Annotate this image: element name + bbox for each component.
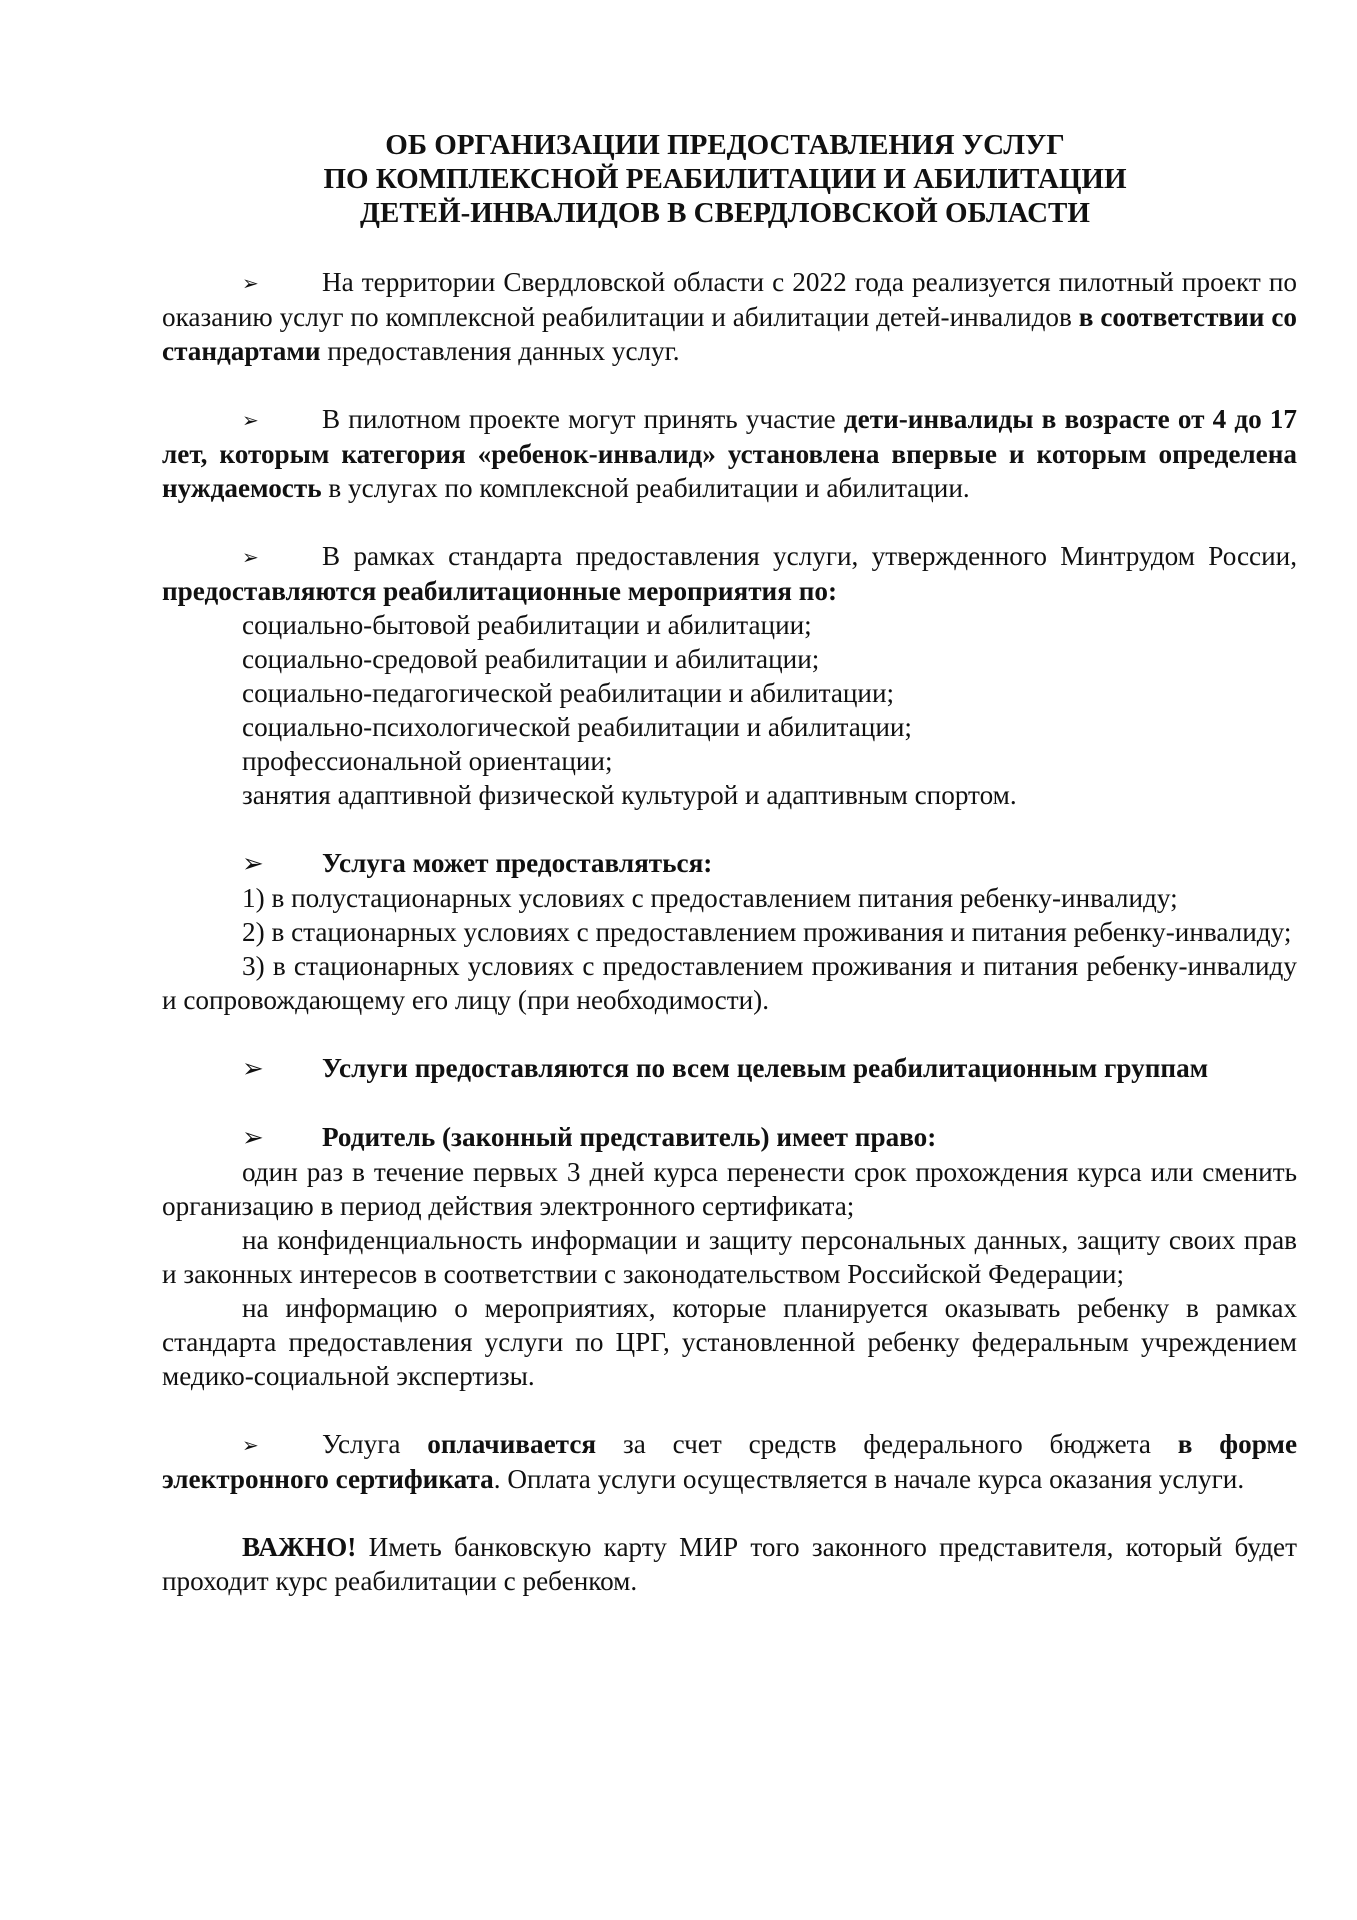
bold-text: оплачивается [427,1429,597,1459]
arrow-bullet-icon: ➢ [242,849,264,879]
paragraph-standard [162,539,1297,608]
section-heading: Услуги предоставляются по всем целевым реабилитационным группам [322,1053,1209,1083]
bold-text: дети-инвалиды в возрасте от 4 до 17 лет, которым категория «ребенок-инвалид» установлена впервые и которым определена нуждаемость [162,404,1297,503]
paragraph-parent-rights [162,1120,1297,1155]
list-item: профессиональной ориентации; [242,746,613,776]
paragraph-target-groups [162,1051,1297,1086]
document-body [162,265,1297,1598]
list-item: социально-психологической реабилитации и абилитации; [242,712,912,742]
text: В пилотном проекте могут принять участие [322,404,844,434]
paragraph-important [162,1530,1297,1598]
list-item: социально-бытовой реабилитации и абилитации; [242,610,812,640]
list-item: социально-педагогической реабилитации и абилитации; [242,678,895,708]
list-item: на информацию о мероприятиях, которые планируется оказывать ребенку в рамках стандарта предоставления услуги по ЦРГ, установленной ребенку федеральным учреждением медико-социальной экспертизы. [162,1293,1297,1391]
paragraph-pilot-project [162,265,1297,368]
text: за счет средств федерального бюджета [596,1429,1178,1459]
text: . Оплата услуги осуществляется в начале курса оказания услуги. [493,1464,1245,1494]
bold-text: предоставляются реабилитационные мероприятия по: [162,576,838,606]
text: На территории Свердловской области с 2022 года реализуется пилотный проект по оказанию услуг по комплексной реабилитации и абилитации детей-инвалидов [162,267,1297,332]
section-heading: Услуга может предоставляться: [322,848,713,878]
bold-text: в соответствии со стандартами [162,302,1297,366]
text: предоставления данных услуг. [320,336,680,366]
arrow-bullet-icon: ➢ [242,545,259,569]
important-label: ВАЖНО! [242,1532,357,1562]
arrow-bullet-icon: ➢ [242,408,259,432]
paragraph-payment [162,1427,1297,1496]
title-line-1: ОБ ОРГАНИЗАЦИИ ПРЕДОСТАВЛЕНИЯ УСЛУГ [385,129,1065,161]
arrow-bullet-icon: ➢ [242,1433,259,1457]
text: Иметь банковскую карту МИР того законного представителя, который будет проходит курс реабилитации с ребенком. [162,1532,1297,1596]
arrow-bullet-icon: ➢ [242,1123,264,1153]
bold-text: в форме электронного сертификата [162,1429,1298,1494]
document-title [150,128,1300,230]
list-item: один раз в течение первых 3 дней курса перенести срок прохождения курса или сменить организацию в период действия электронного сертификата; [162,1157,1297,1221]
text: В рамках стандарта предоставления услуги, утвержденного Минтрудом России, [322,541,1297,571]
list-item: 1) в полустационарных условиях с предоставлением питания ребенку-инвалиду; [242,883,1178,913]
arrow-bullet-icon: ➢ [242,1054,264,1084]
list-item: занятия адаптивной физической культурой и адаптивным спортом. [242,780,1017,810]
paragraph-service-conditions [162,846,1297,881]
list-item: 2) в стационарных условиях с предоставлением проживания и питания ребенку-инвалиду; [242,917,1292,947]
list-item: социально-средовой реабилитации и абилитации; [242,644,820,674]
list-item: на конфиденциальность информации и защиту персональных данных, защиту своих прав и законных интересов в соответствии с законодательством Российской Федерации; [162,1225,1297,1289]
arrow-bullet-icon: ➢ [242,271,259,295]
paragraph-participants [162,402,1297,505]
list-item: 3) в стационарных условиях с предоставлением проживания и питания ребенку-инвалиду и сопровождающему его лицу (при необходимости). [162,951,1297,1015]
title-line-2: ПО КОМПЛЕКСНОЙ РЕАБИЛИТАЦИИ И АБИЛИТАЦИИ [323,163,1127,195]
section-heading: Родитель (законный представитель) имеет право: [322,1122,937,1152]
text: в услугах по комплексной реабилитации и абилитации. [321,473,970,503]
text: Услуга [322,1429,428,1459]
title-line-3: ДЕТЕЙ-ИНВАЛИДОВ В СВЕРДЛОВСКОЙ ОБЛАСТИ [360,197,1090,229]
